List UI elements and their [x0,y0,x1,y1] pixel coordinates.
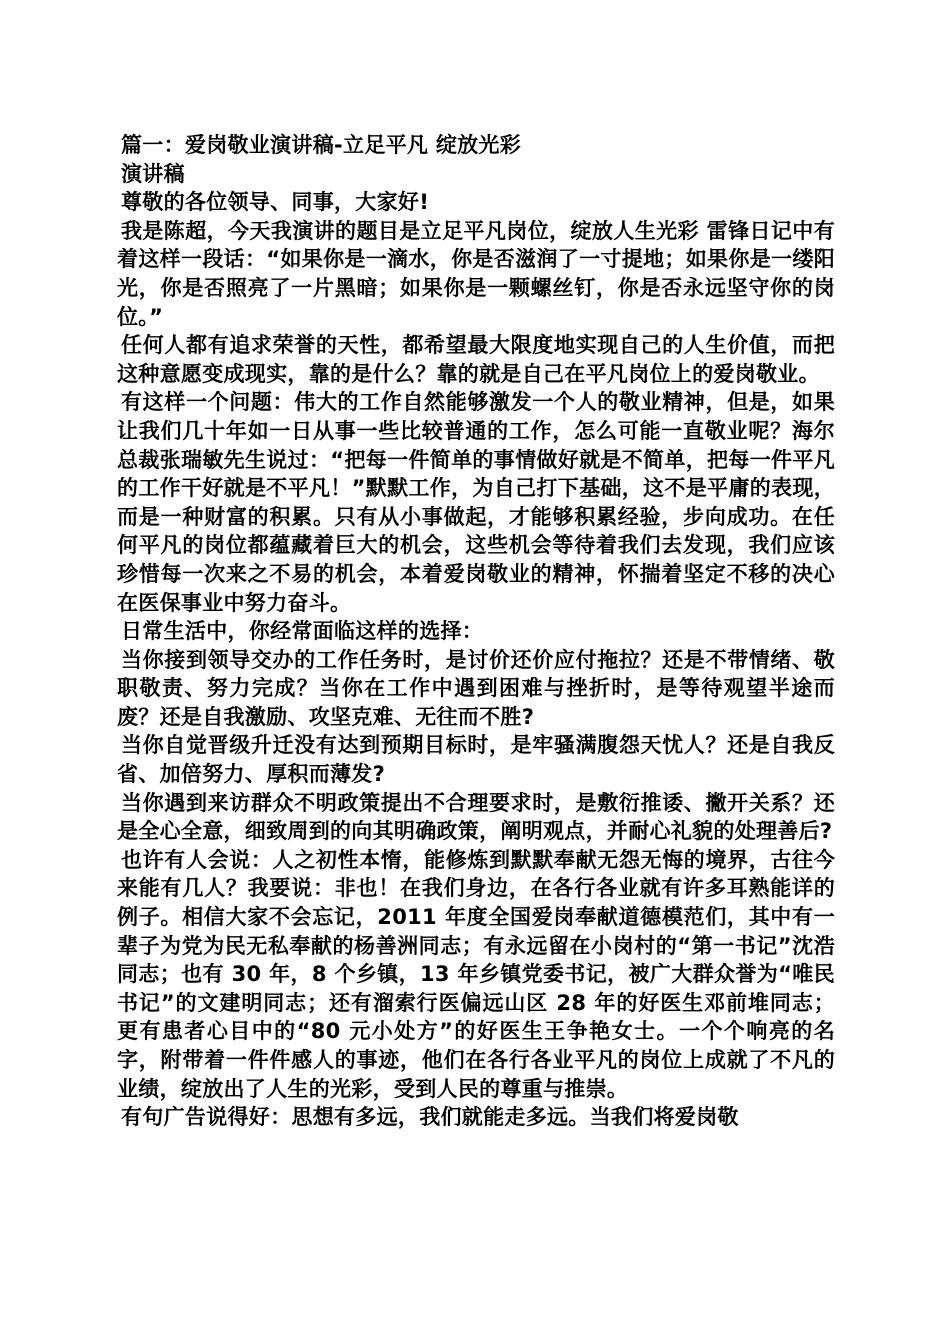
paragraph: 也许有人会说：人之初性本惰，能修炼到默默奉献无怨无悔的境界，古往今来能有几人？我要说：非也！在我们身边，在各行各业就有许多耳熟能详的例子。相信大家不会忘记，2011 年度全国爱岗奉献道德模范们，其中有一辈子为党为民无私奉献的杨善洲同志；有永远留在小岗村的“第一书记”沈浩同志；也有 30 年，8 个乡镇，13 年乡镇党委书记，被广大群众誉为“唯民书记”的文建明同志；还有溜索行医偏远山区 28 年的好医生邓前堆同志；更有患者心目中的“80 元小处方”的好医生王争艳女士。一个个响亮的名字，附带着一件件感人的事迹，他们在各行各业平凡的岗位上成就了不凡的业绩，绽放出了人生的光彩，受到人民的尊重与推崇。 [117,847,835,1101]
paragraph: 当你遇到来访群众不明政策提出不合理要求时，是敷衍推诿、撇开关系？还是全心全意，细致周到的向其明确政策，阐明观点，并耐心礼貌的处理善后? [117,790,835,844]
document-subtitle: 演讲稿 [121,161,185,186]
paragraph: 当你接到领导交办的工作任务时，是讨价还价应付拖拉？还是不带情绪、敬职敬责、努力完成？当你在工作中遇到困难与挫折时，是等待观望半途而废？还是自我激励、攻坚克难、无往而不胜? [117,647,835,729]
greeting-line: 尊敬的各位领导、同事，大家好! [121,190,430,215]
document-title: 篇一：爱岗敬业演讲稿-立足平凡 绽放光彩 [121,133,522,157]
document-body [117,131,835,1132]
paragraph: 当你自觉晋级升迁没有达到预期目标时，是牢骚满腹怨天忧人？还是自我反省、加倍努力、厚积而薄发? [117,733,835,787]
paragraph: 有句广告说得好：思想有多远，我们就能走多远。当我们将爱岗敬 [121,1105,739,1130]
paragraph: 日常生活中，你经常面临这样的选择： [121,619,484,644]
paragraph: 我是陈超，今天我演讲的题目是立足平凡岗位，绽放人生光彩 雷锋日记中有着这样一段话：“如果你是一滴水，你是否滋润了一寸提地；如果你是一缕阳光，你是否照亮了一片黑暗；如果你是一颗螺丝钉，你是否永远坚守你的岗位。” [117,218,835,329]
paragraph: 有这样一个问题：伟大的工作自然能够激发一个人的敬业精神，但是，如果让我们几十年如一日从事一些比较普通的工作，怎么可能一直敬业呢？海尔总裁张瑞敏先生说过：“把每一件简单的事情做好就是不简单，把每一件平凡的工作干好就是不平凡！”默默工作，为自己打下基础，这不是平庸的表现，而是一种财富的积累。只有从小事做起，才能够积累经验，步向成功。在任何平凡的岗位都蕴藏着巨大的机会，这些机会等待着我们去发现，我们应该珍惜每一次来之不易的机会，本着爱岗敬业的精神，怀揣着坚定不移的决心在医保事业中努力奋斗。 [117,390,835,615]
paragraph: 任何人都有追求荣誉的天性，都希望最大限度地实现自己的人生价值，而把这种意愿变成现实，靠的是什么？靠的就是自己在平凡岗位上的爱岗敬业。 [117,333,835,386]
